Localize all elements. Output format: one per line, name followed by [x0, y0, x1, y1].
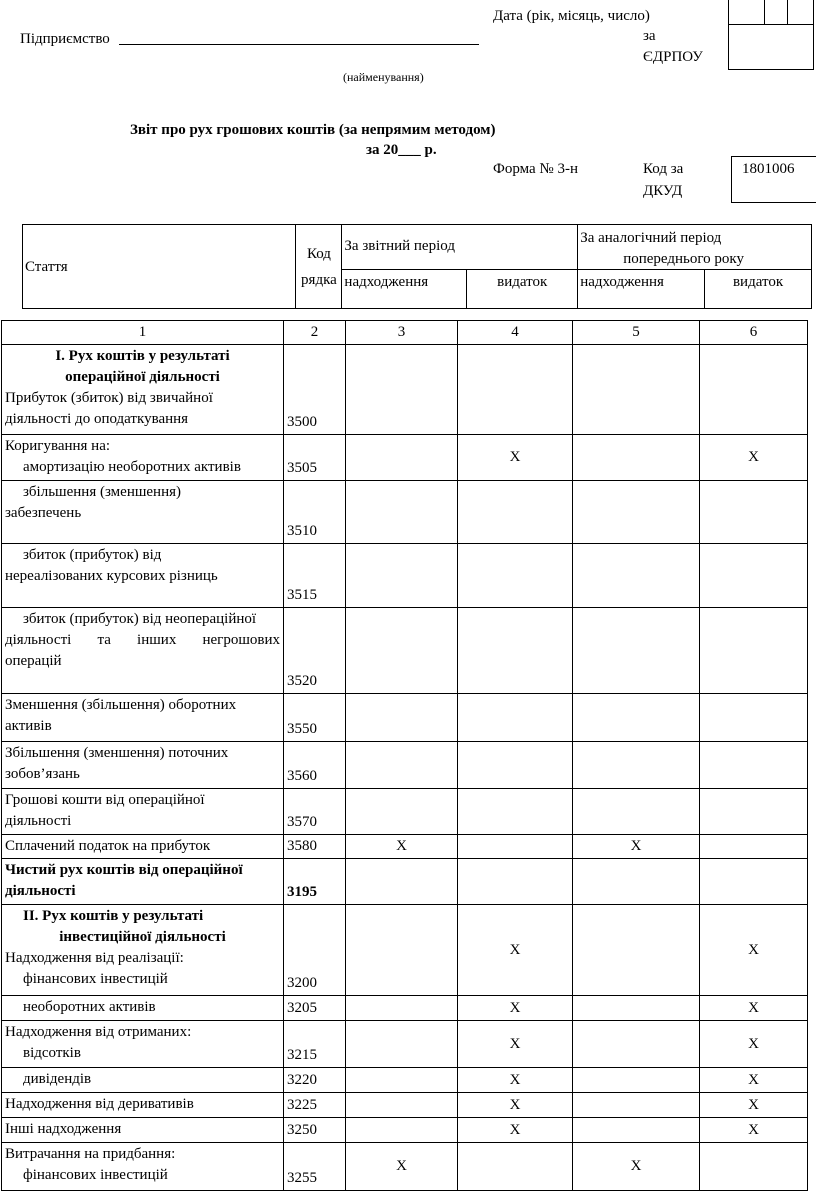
- value-cell[interactable]: [346, 608, 458, 694]
- value-cell[interactable]: [573, 742, 700, 789]
- table-row: [2, 905, 808, 996]
- header-prior-inflow: надходження: [578, 270, 705, 309]
- row-label: Зменшення (збільшення) оборотних активів: [2, 694, 284, 742]
- table-row: [2, 1068, 808, 1093]
- row-label: збиток (прибуток) від неопераційної діяльності та інших негрошових операцій: [2, 608, 284, 694]
- value-cell[interactable]: [573, 608, 700, 694]
- value-cell[interactable]: [700, 608, 808, 694]
- row-code: 3505: [284, 435, 346, 481]
- row-label: Інші надходження: [2, 1118, 284, 1143]
- na-mark: Х: [573, 835, 700, 859]
- row-label: Сплачений податок на прибуток: [2, 835, 284, 859]
- row-code: 3580: [284, 835, 346, 859]
- value-cell[interactable]: [458, 345, 573, 435]
- value-cell[interactable]: [573, 905, 700, 996]
- value-cell[interactable]: [700, 835, 808, 859]
- value-cell[interactable]: [573, 996, 700, 1021]
- row-code: 3255: [284, 1143, 346, 1191]
- value-cell[interactable]: [573, 1021, 700, 1068]
- table-row: [2, 345, 808, 435]
- value-cell[interactable]: [346, 1068, 458, 1093]
- row-label: Грошові кошти від операційної діяльності: [2, 789, 284, 835]
- row-code: 3500: [284, 345, 346, 435]
- value-cell[interactable]: [573, 789, 700, 835]
- row-label: дивідендів: [2, 1068, 284, 1093]
- value-cell[interactable]: [573, 481, 700, 544]
- na-mark: Х: [700, 1021, 808, 1068]
- enterprise-name-underline[interactable]: [119, 44, 479, 45]
- dkud-label-2: ДКУД: [643, 183, 683, 199]
- row-label: Чистий рух коштів від операційної діяльності: [2, 859, 284, 905]
- value-cell[interactable]: [346, 996, 458, 1021]
- value-cell[interactable]: [458, 859, 573, 905]
- dkud-code: 1801006: [742, 161, 795, 177]
- name-caption: (найменування): [343, 70, 424, 84]
- row-code: 3560: [284, 742, 346, 789]
- value-cell[interactable]: [346, 481, 458, 544]
- value-cell[interactable]: [346, 1118, 458, 1143]
- header-article: Стаття: [23, 225, 296, 309]
- value-cell[interactable]: [573, 694, 700, 742]
- value-cell[interactable]: [458, 544, 573, 608]
- header-code: Код рядка: [296, 225, 342, 309]
- na-mark: Х: [346, 1143, 458, 1191]
- value-cell[interactable]: [346, 544, 458, 608]
- table-row: [2, 481, 808, 544]
- value-cell[interactable]: [700, 1143, 808, 1191]
- value-cell[interactable]: [458, 789, 573, 835]
- row-label: I. Рух коштів у результаті операційної діяльності Прибуток (збиток) від звичайної діяльності до оподаткування: [2, 345, 284, 435]
- form-label: Форма № 3-н: [493, 161, 579, 177]
- na-mark: Х: [458, 1118, 573, 1143]
- table-row: [2, 859, 808, 905]
- row-code: 3250: [284, 1118, 346, 1143]
- value-cell[interactable]: [573, 345, 700, 435]
- value-cell[interactable]: [346, 789, 458, 835]
- header-prior-period: За аналогічний період попереднього року: [578, 225, 812, 270]
- value-cell[interactable]: [458, 742, 573, 789]
- column-number: 1: [2, 321, 284, 345]
- row-label: Надходження від отриманих: відсотків: [2, 1021, 284, 1068]
- na-mark: Х: [700, 905, 808, 996]
- na-mark: Х: [458, 1093, 573, 1118]
- header-prior-outflow: видаток: [705, 270, 812, 309]
- table-row: [2, 1118, 808, 1143]
- table-row: [2, 544, 808, 608]
- value-cell[interactable]: [700, 742, 808, 789]
- row-code: 3225: [284, 1093, 346, 1118]
- report-year: за 20___ р.: [366, 142, 437, 158]
- value-cell[interactable]: [346, 859, 458, 905]
- na-mark: Х: [458, 996, 573, 1021]
- date-code-box[interactable]: [728, 0, 814, 70]
- enterprise-label: Підприємство: [20, 31, 110, 47]
- row-label: Витрачання на придбання: фінансових інвестицій: [2, 1143, 284, 1191]
- na-mark: Х: [700, 996, 808, 1021]
- na-mark: Х: [700, 435, 808, 481]
- row-label: Коригування на: амортизацію необоротних активів: [2, 435, 284, 481]
- value-cell[interactable]: [458, 1143, 573, 1191]
- na-mark: Х: [458, 905, 573, 996]
- na-mark: Х: [573, 1143, 700, 1191]
- dkud-label-1: Код за: [643, 161, 684, 177]
- value-cell[interactable]: [458, 481, 573, 544]
- report-title: Звіт про рух грошових коштів (за непрямим методом): [130, 122, 496, 138]
- value-cell[interactable]: [700, 345, 808, 435]
- row-label: збиток (прибуток) від нереалізованих курсових різниць: [2, 544, 284, 608]
- value-cell[interactable]: [458, 694, 573, 742]
- row-label: збільшення (зменшення) забезпечень: [2, 481, 284, 544]
- table-row: [2, 789, 808, 835]
- table-row: [2, 435, 808, 481]
- header-reporting-outflow: видаток: [467, 270, 578, 309]
- value-cell[interactable]: [346, 435, 458, 481]
- column-number: 4: [458, 321, 573, 345]
- value-cell[interactable]: [700, 789, 808, 835]
- date-code-cell-sep: [787, 0, 788, 24]
- column-numbers-row: [2, 321, 808, 345]
- value-cell[interactable]: [573, 544, 700, 608]
- edrpou-label-2: ЄДРПОУ: [643, 49, 703, 65]
- value-cell[interactable]: [700, 694, 808, 742]
- value-cell[interactable]: [458, 608, 573, 694]
- header-reporting-inflow: надходження: [342, 270, 467, 309]
- row-code: 3570: [284, 789, 346, 835]
- value-cell[interactable]: [346, 1093, 458, 1118]
- date-label: Дата (рік, місяць, число): [493, 8, 650, 24]
- na-mark: Х: [346, 835, 458, 859]
- row-code: 3520: [284, 608, 346, 694]
- row-code: 3195: [284, 859, 346, 905]
- value-cell[interactable]: [346, 742, 458, 789]
- value-cell[interactable]: [346, 345, 458, 435]
- table-row: [2, 1021, 808, 1068]
- date-code-divider: [729, 24, 813, 25]
- na-mark: Х: [458, 1021, 573, 1068]
- value-cell[interactable]: [573, 435, 700, 481]
- row-label: необоротних активів: [2, 996, 284, 1021]
- table-row: [2, 996, 808, 1021]
- value-cell[interactable]: [573, 859, 700, 905]
- table-row: [2, 694, 808, 742]
- table-row: [2, 1093, 808, 1118]
- na-mark: Х: [700, 1093, 808, 1118]
- value-cell[interactable]: [700, 859, 808, 905]
- row-code: 3205: [284, 996, 346, 1021]
- na-mark: Х: [700, 1118, 808, 1143]
- table-row: [2, 835, 808, 859]
- table-row: [2, 742, 808, 789]
- value-cell[interactable]: [346, 694, 458, 742]
- row-label: Збільшення (зменшення) поточних зобов’язань: [2, 742, 284, 789]
- value-cell[interactable]: [573, 1093, 700, 1118]
- column-number: 3: [346, 321, 458, 345]
- row-code: 3200: [284, 905, 346, 996]
- na-mark: Х: [458, 1068, 573, 1093]
- column-number: 2: [284, 321, 346, 345]
- value-cell[interactable]: [458, 835, 573, 859]
- dkud-code-box: [731, 156, 816, 203]
- date-code-cell-sep: [764, 0, 765, 24]
- row-code: 3215: [284, 1021, 346, 1068]
- cash-flow-table: [1, 320, 808, 1191]
- header-reporting-period: За звітний період: [342, 225, 578, 270]
- na-mark: Х: [458, 435, 573, 481]
- value-cell[interactable]: [573, 1118, 700, 1143]
- value-cell[interactable]: [346, 1021, 458, 1068]
- table-row: [2, 608, 808, 694]
- column-number: 5: [573, 321, 700, 345]
- row-label: II. Рух коштів у результаті інвестиційної діяльності Надходження від реалізації: фінансових інвестицій: [2, 905, 284, 996]
- value-cell[interactable]: [346, 905, 458, 996]
- na-mark: Х: [700, 1068, 808, 1093]
- row-code: 3515: [284, 544, 346, 608]
- value-cell[interactable]: [700, 481, 808, 544]
- table-row: [2, 1143, 808, 1191]
- edrpou-label-1: за: [643, 28, 656, 44]
- row-code: 3550: [284, 694, 346, 742]
- column-header-table: [22, 224, 812, 309]
- row-code: 3220: [284, 1068, 346, 1093]
- value-cell[interactable]: [573, 1068, 700, 1093]
- column-number: 6: [700, 321, 808, 345]
- row-label: Надходження від деривативів: [2, 1093, 284, 1118]
- value-cell[interactable]: [700, 544, 808, 608]
- row-code: 3510: [284, 481, 346, 544]
